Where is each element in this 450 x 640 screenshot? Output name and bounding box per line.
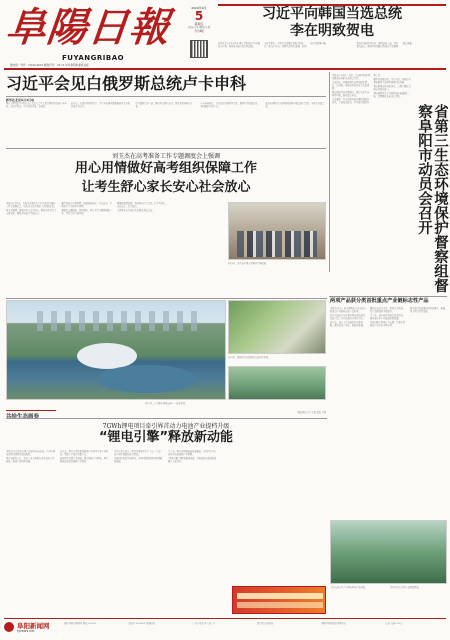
exam-photo-caption: 6月4日，高考前考务人员检查考场设施。 <box>228 262 268 265</box>
date-lunar: 农历庚子年闰四月十四 <box>188 26 210 29</box>
inspection-body: 本报讯 6月4日，省第三生态环境保护督察组督察阜阳市动员会召开。 会议指出，开展省级生态环境保护督察，是省委、省政府作出的重大决策部署。 督察组将坚持问题导向，聚焦突出生态环境问题，推动责任落实。 会议要求，全市各级各部门要提高政治站位，主动接受督察，全力配合做好各项工作。 要坚持边督边改、立行立改，以督察为契机推动生态环境质量持续改善。 督察组组长作动员讲话，市委主要负责同志作表态发言。 督察期间设立专门值班电话和邮政信箱，受理群众来电来信举报。 <box>332 74 411 104</box>
footer-url[interactable]: fynews.net <box>17 629 35 633</box>
ad-banner-inner-2 <box>237 602 323 608</box>
exam-headline-1: 用心用情做好高考组织保障工作 <box>74 161 257 176</box>
footer-logo-icon <box>4 622 14 632</box>
footer-rule <box>4 618 446 619</box>
masthead-divider <box>4 68 446 70</box>
ag-headline: 两项产品获分类首批重点产业链标志性产品 <box>330 298 429 304</box>
feature-photo-main <box>6 300 226 400</box>
masthead-title: 阜陽日報 <box>3 4 173 51</box>
exam-rule-top <box>6 148 326 149</box>
ag-photo-caption: 工作人员在生产车间内检查产品质量。 企业负责人介绍产品研发情况。 <box>330 586 421 589</box>
date-year-month: 2020年6月 <box>191 6 207 10</box>
ag-rule-top <box>329 296 447 297</box>
feature-credits: 本版摄影 记者 王瑞 刘磊 李浩 <box>296 411 326 414</box>
date-weekday: 星期五 <box>194 22 204 26</box>
exam-photo <box>228 202 326 260</box>
battery-kicker: 7GWh锂电项目牵引界首动力电池产业提档升级 <box>102 423 230 430</box>
right-column-rule <box>329 72 330 272</box>
ag-photo <box>330 520 447 584</box>
date-box <box>187 6 211 36</box>
feature-photo-lake <box>97 365 197 393</box>
battery-headline: “锂电引擎”释放新动能 <box>98 430 234 445</box>
feature-label: 共绘生态画卷 <box>6 410 56 420</box>
footer-contact-info: 地址 阜阳市颍州区 邮编 236000 总编室 2228800 新闻热线 广告许可证 阜工商广字 发行部 订阅热线 印刷 阜阳日报社印务中心 定价 每份1.00元 <box>64 622 403 625</box>
masthead-pinyin: FUYANGRIBAO <box>62 54 125 62</box>
edition-count: 今日8版 <box>194 30 204 33</box>
exam-photo-people <box>237 231 317 257</box>
battery-rule-top <box>6 418 327 419</box>
ad-banner-inner <box>237 593 323 599</box>
vertical-headline: 省第三生态环境保护督察组督察阜阳市动员会召开 <box>416 104 448 293</box>
footer-brand: 阜阳新闻网 <box>17 622 50 630</box>
feature-caption-right: 6月3日，颍州区王店镇居民在活动中参观。 <box>228 356 271 359</box>
photo-rule-top <box>6 298 327 299</box>
feature-caption-bottom: 6月4日，在合肥市某某公园……游客休闲。 <box>144 402 188 405</box>
lead-rule <box>6 96 326 97</box>
feature-photo-right-2 <box>228 366 326 400</box>
lead-byline: 新华社北京6月4日电 <box>6 98 35 102</box>
top-headline: 习近平向韩国当选总统 李在明致贺电 <box>262 6 402 39</box>
battery-body: 本报讯 记者近日在界首高新区采访获悉，7GWh锂电池项目建设正加快推进。 项目全面投产后，将进一步完善界首动力电池产业链条，推动产业提档升级。 近年来，界首市坚持把新能源产业作为主导产业培育，集聚上下游企业数十家。 依托再生资源产业基础，界首形成了从回收、再生到电池制造的循环产业体系。 企业负责人表示，项目采用先进生产工艺，产品广泛应用于储能和动力领域。 当地持续优化营商环境，为项目建设提供全周期服务保障。 下一步，界首将围绕延链补链强链，全力打造具有竞争力的新能源产业集群。 “锂电引擎”正释放强劲动能，为县域经济高质量发展注入新活力。 <box>6 450 217 463</box>
masthead-info-line: 国内统一刊号：CN34-0010 邮发代号：25-15 中共阜阳市委机关报 <box>10 64 89 67</box>
feature-photo-buildings <box>37 311 197 331</box>
ad-banner <box>232 586 326 614</box>
exam-kicker: 刘玉杰在高考准备工作专题调度会上强调 <box>111 153 220 160</box>
qr-code-icon <box>190 40 208 58</box>
exam-body: 本报讯 6月4日，市委书记刘玉杰主持召开高考准备工作专题调度会，听取全市高考准备工作情况汇报。 刘玉杰强调，要坚持以人民为中心，把高考作为头等大事来抓，确保考试安全平稳有序。 要严格落实考务管理，加强试卷保密、考点安全、考场秩序等关键环节管理。 要做好交通保障、环境整治、医疗卫生等服务保障工作，营造良好考试环境。 要强化舆情监测，及时回应社会关切，让考生舒心、家长安心、社会放心。 市领导及有关部门负责同志参加会议。 <box>6 202 168 215</box>
footer <box>4 620 446 638</box>
masthead <box>4 4 446 66</box>
lead-body: 国家主席习近平4日在北京人民大会堂会见白俄罗斯总统卢卡申科。习近平指出，中白是好朋友、好伙伴。 近年来，在双方共同努力下，中白全天候全面战略伙伴关系保持高水平运行。 中方愿同白方一道，继续坚定相互支持，深化各领域务实合作。 卢卡申科表示，白方高度重视对华关系，愿同中方加强合作，共同维护多边主义。 双方就共同关心的国际和地区问题交换了意见。王毅等参加会见。 <box>6 102 325 108</box>
top-headline-body: 新华社北京6月4日电 国家主席习近平4日致电李在明，祝贺他当选大韩民国总统。 习近平指出，中韩互为重要近邻和合作伙伴。建交33年来，两国关系持续发展，各领域合作成果丰硕。 我高度重视中韩关系，愿同总统一道，坚持建交初心，推动中韩战略合作伙伴关系健康稳定发展。 <box>218 42 414 48</box>
exam-headline-2: 让考生舒心家长安心社会放心 <box>81 180 251 195</box>
feature-photo-right <box>228 300 326 354</box>
date-day: 5 <box>194 9 204 23</box>
lead-headline: 习近平会见白俄罗斯总统卢卡申科 <box>6 74 247 93</box>
ag-body: 本报讯 近日，我市两项农产品入选首批重点产业链标志性产品名单。 此次入选的产品分别为绿色食品和特色农产品，具有较高的市场认可度。 近年来，我市大力实施农业品牌战略，推动农业产业化、标准化发展。 通过培育龙头企业、建设示范基地，农产品附加值不断提升。 下一步，我市将持续擦亮农业品牌，推动农业全产业链高质量发展。 为乡村振兴提供有力支撑，让更多优质农产品走向全国市场。 相关部门将加强品牌宣传推介，拓展线上线下销售渠道。 <box>330 307 445 327</box>
